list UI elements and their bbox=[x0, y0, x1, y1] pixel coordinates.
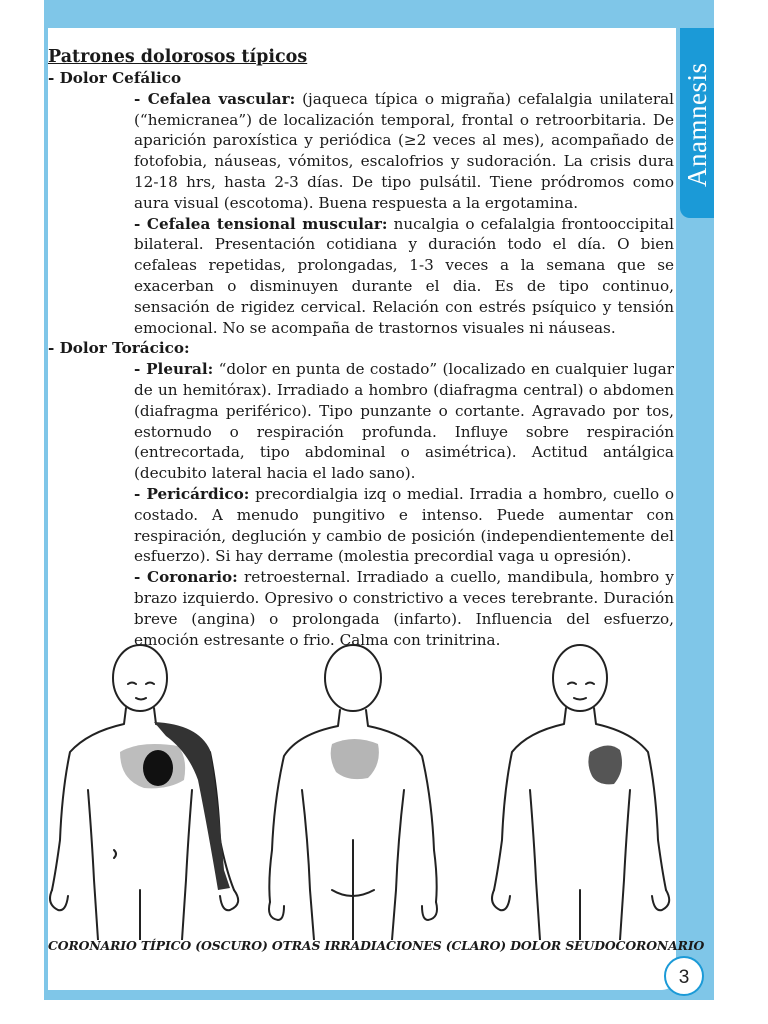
section-heading-toracico: - Dolor Torácico: bbox=[48, 339, 190, 358]
item-pericardico bbox=[134, 484, 674, 567]
pseudocoronary-zone bbox=[588, 745, 622, 784]
item-term: - Pericárdico: bbox=[134, 484, 250, 503]
coronary-dark-zone bbox=[143, 750, 173, 786]
item-term: - Cefalea vascular: bbox=[134, 89, 296, 108]
section-heading-cefalico: - Dolor Cefálico bbox=[48, 69, 182, 87]
section-tab-label: Anamnesis bbox=[682, 62, 712, 188]
item-cefalea-vascular bbox=[134, 89, 674, 214]
item-text: (jaqueca típica o migraña) cefalalgia unilateral (“hemicranea”) de localización temporal, frontal o retroorbitaria. De aparición paroxística y periódica (≥2 veces al mes), acompañado de fotofobia, náuseas, vómitos, escalofrios y sudoración. La crisis dura 12-18 hrs, hasta 2-3 días. De tipo pulsátil. Tiene pródromos como aura visual (escotoma). Buena respuesta a la ergotamina. bbox=[134, 89, 674, 212]
item-text: nucalgia o cefalalgia frontooccipital bilateral. Presentación cotidiana y duración todo el día. O bien cefaleas repetidas, prolongadas, 1-3 veces a la semana que se exacerban o disminuyen durante el dia. Es de tipo continuo, sensación de rigidez cervical. Relación con estrés psíquico y tensión emocional. No se acompaña de trastornos visuales ni náuseas. bbox=[134, 214, 674, 337]
item-text: precordialgia izq o medial. Irradia a hombro, cuello o costado. A menudo pungitivo e intenso. Puede aumentar con respiración, deglución y cambio de posición (independientemente del esfuerzo). Si hay derrame (molestia precordial vaga u opresión). bbox=[134, 484, 675, 566]
item-term: - Coronario: bbox=[134, 568, 238, 587]
figure-front-seudocoronario bbox=[492, 645, 669, 940]
body-pain-illustrations bbox=[48, 640, 676, 940]
item-text: retroesternal. Irradiado a cuello, mandibula, hombro y brazo izquierdo. Opresivo o constrictivo a veces terebrante. Duración breve (angina) o prolongada (infarto). Influencia del esfuerzo, emoción estresante o frio. Calma con trinitrina. bbox=[134, 568, 674, 649]
item-coronario bbox=[134, 567, 674, 650]
figure-back bbox=[269, 645, 437, 940]
item-term: - Cefalea tensional muscular: bbox=[134, 214, 388, 233]
item-text: “dolor en punta de costado” (localizado en cualquier lugar de un hemitórax). Irradiado a hombro (diafragma central) o abdomen (diafragma periférico). Tipo punzante o cortante. Agravado por tos, estornudo o respiración profunda. Influye sobre respiración (entrecortada, tipo abdominal o asimétrica). Actitud antálgica (decubito lateral hacia el lado sano). bbox=[134, 360, 674, 483]
item-pleural bbox=[134, 359, 674, 484]
document-body bbox=[48, 46, 674, 650]
page-title: Patrones dolorosos típicos bbox=[48, 47, 308, 67]
back-light-zone bbox=[331, 739, 379, 779]
item-term: - Pleural: bbox=[134, 360, 214, 379]
item-cefalea-tensional bbox=[134, 214, 674, 339]
figure-caption: CORONARIO TÍPICO (OSCURO) OTRAS IRRADIACIONES (CLARO) DOLOR SEUDOCORONARIO bbox=[48, 938, 705, 953]
page-number: 3 bbox=[664, 956, 704, 996]
